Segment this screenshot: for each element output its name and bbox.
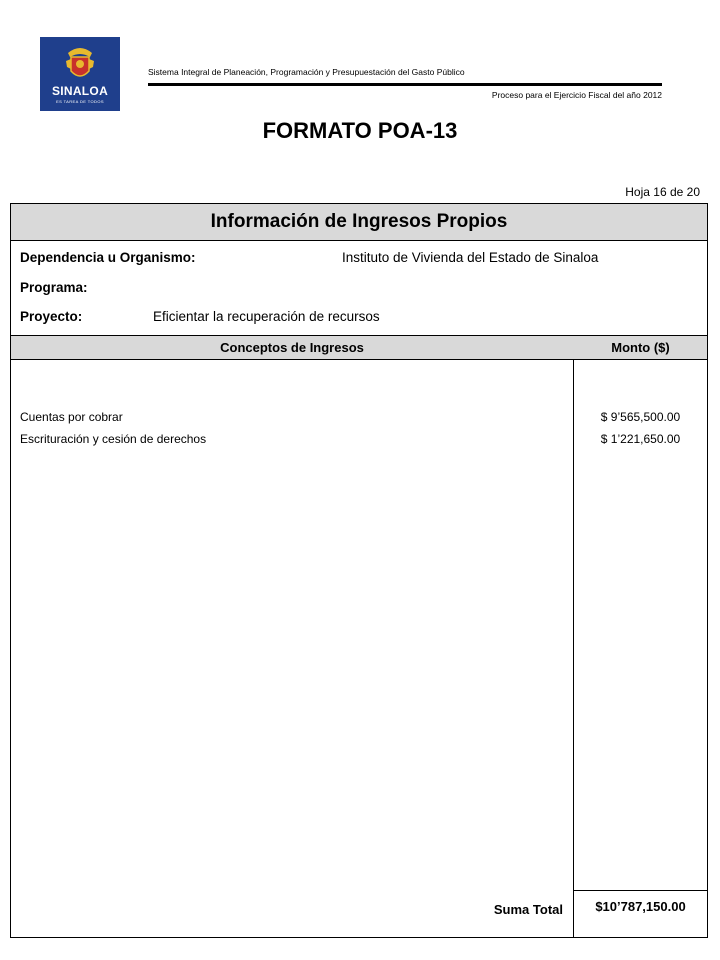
sinaloa-logo [40,37,120,111]
header-divider [148,83,662,86]
form-frame [10,203,708,938]
coat-of-arms-icon [64,43,96,83]
project-label: Proyecto: [20,309,83,324]
concept-cell: Cuentas por cobrar [20,410,123,424]
concept-cell: Escrituración y cesión de derechos [20,432,207,446]
system-title: Sistema Integral de Planeación, Programación y Presupuestación del Gasto Público [148,67,465,77]
total-divider [573,890,707,891]
amount-cell: $ 9’565,500.00 [600,410,681,424]
program-label: Programa: [20,280,88,295]
table-header [11,335,707,360]
column-divider [573,360,574,938]
logo-tagline: ES TAREA DE TODOS [56,99,104,104]
concepts-header: Conceptos de Ingresos [220,340,364,355]
section-title: Información de Ingresos Propios [11,204,707,241]
project-value: Eficientar la recuperación de recursos [153,309,380,324]
amount-cell: $ 1’221,650.00 [600,432,681,446]
page-number: Hoja 16 de 20 [625,185,700,199]
total-label: Suma Total [493,902,563,917]
logo-name: SINALOA [51,84,109,98]
fiscal-process: Proceso para el Ejercicio Fiscal del año 2012 [491,90,662,100]
dependency-label: Dependencia u Organismo: [20,250,196,265]
total-value: $10’787,150.00 [595,899,686,914]
document-title: FORMATO POA-13 [262,118,458,143]
amount-header: Monto ($) [611,340,670,355]
dependency-value: Instituto de Vivienda del Estado de Sinaloa [342,250,599,265]
